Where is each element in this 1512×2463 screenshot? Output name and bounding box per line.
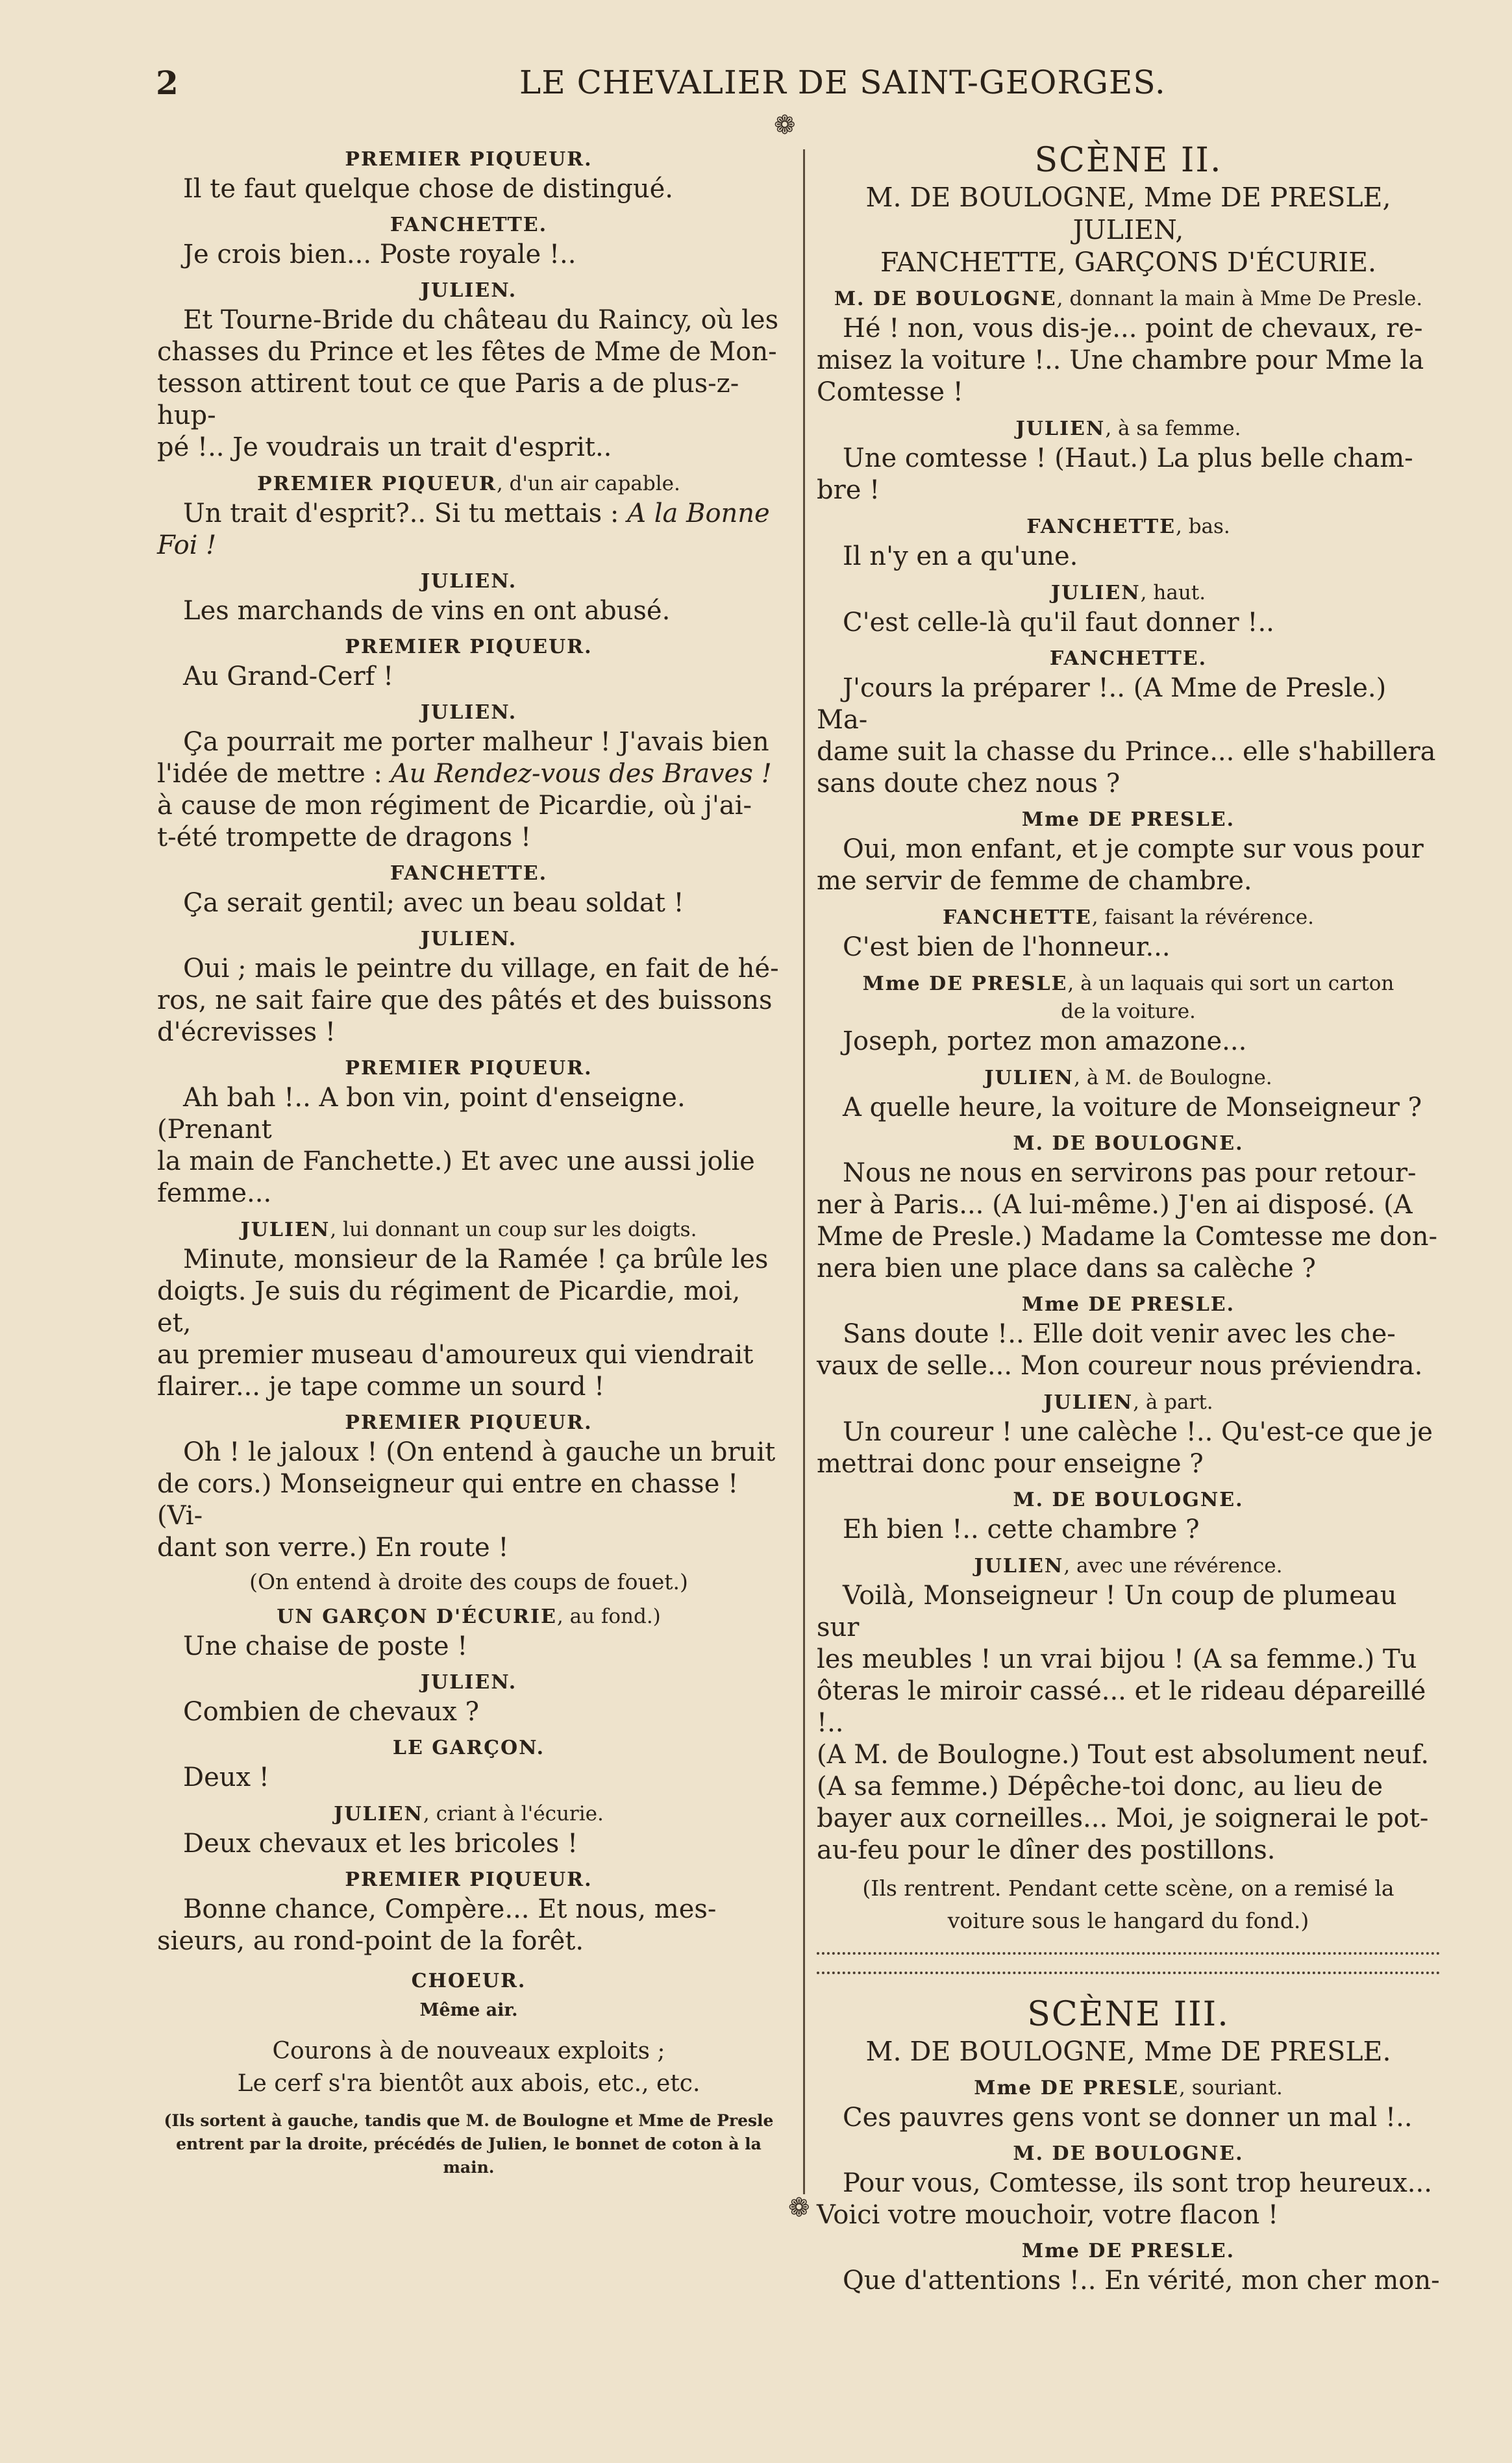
line: Bonne chance, Compère... Et nous, mes- (183, 1894, 717, 1924)
stage-direction: voiture sous le hangard du fond.) (947, 1908, 1309, 1933)
verse-line: Courons à de nouveaux exploits ; (272, 2038, 665, 2064)
line: femme... (157, 1178, 272, 1208)
line (157, 758, 780, 790)
speaker: JULIEN. (420, 1671, 517, 1694)
line: Sans doute !.. Elle doit venir avec les che- (843, 1319, 1396, 1349)
line: Ça pourrait me porter malheur ! J'avais bien (183, 727, 769, 757)
speaker: JULIEN. (420, 570, 517, 593)
speaker: PREMIER PIQUEUR. (345, 636, 593, 658)
speaker: M. DE BOULOGNE. (1013, 2142, 1244, 2165)
line: de cors.) Monseigneur qui entre en chasse ! (Vi- (157, 1469, 739, 1531)
exit-direction: entrent par la droite, précédés de Julien, le bonnet de coton à la main. (176, 2135, 762, 2177)
speaker: JULIEN. (420, 279, 517, 302)
speaker-name: JULIEN (240, 1219, 330, 1241)
speaker (817, 2074, 1440, 2102)
line: Ces pauvres gens vont se donner un mal !.. (843, 2103, 1413, 2133)
line: Une chaise de poste ! (183, 1631, 468, 1661)
speaker-name: JULIEN (1050, 582, 1141, 604)
italic-text: A la Bonne (627, 499, 770, 528)
speaker (817, 904, 1440, 932)
speaker (157, 1800, 780, 1828)
line: Deux ! (183, 1763, 269, 1792)
line: Les marchands de vins en ont abusé. (183, 596, 671, 626)
line: me servir de femme de chambre. (817, 866, 1252, 896)
line: Voici votre mouchoir, votre flacon ! (817, 2200, 1279, 2230)
speaker-name: JULIEN (1043, 1391, 1134, 1414)
line (157, 530, 780, 562)
speaker-name: PREMIER PIQUEUR (257, 473, 497, 495)
speaker-name: JULIEN (334, 1803, 423, 1826)
stage-direction: , d'un air capable. (496, 472, 680, 495)
line (157, 498, 780, 530)
stage-direction: , souriant. (1179, 2076, 1283, 2099)
line: Mme de Presle.) Madame la Comtesse me don- (817, 1222, 1438, 1252)
line: d'écrevisses ! (157, 1017, 336, 1047)
line: Oui, mon enfant, et je compte sur vous pour (843, 834, 1424, 864)
speaker (817, 1552, 1440, 1580)
speaker-name: FANCHETTE (943, 906, 1092, 929)
speaker: CHOEUR. (411, 1970, 527, 1992)
stage-direction: , faisant la révérence. (1091, 906, 1314, 929)
right-column (817, 140, 1440, 2297)
speaker-name: JULIEN (974, 1555, 1064, 1578)
line: Deux chevaux et les bricoles ! (183, 1829, 578, 1859)
stage-direction: , à part. (1133, 1391, 1213, 1414)
speaker: M. DE BOULOGNE. (1013, 1132, 1244, 1155)
running-title: LE CHEVALIER DE SAINT-GEORGES. (519, 64, 1166, 101)
page-number: 2 (156, 64, 179, 102)
line: Une comtesse ! (Haut.) La plus belle cham- (843, 443, 1413, 473)
speaker-name: FANCHETTE (1026, 515, 1176, 538)
italic-text: Au Rendez-vous des Braves ! (390, 759, 772, 789)
line: les meubles ! un vrai bijou ! (A sa femme.) Tu (817, 1644, 1417, 1674)
speaker (817, 1064, 1440, 1092)
stage-direction: , bas. (1175, 515, 1230, 538)
line: Minute, monsieur de la Ramée ! ça brûle les (183, 1244, 769, 1274)
speaker: Mme DE PRESLE. (1021, 808, 1235, 831)
line: C'est celle-là qu'il faut donner !.. (843, 608, 1274, 637)
line: au premier museau d'amoureux qui viendrait (157, 1340, 754, 1370)
line: misez la voiture !.. Une chambre pour Mme la (817, 345, 1424, 375)
line: Hé ! non, vous dis-je... point de chevaux, re- (843, 314, 1423, 343)
speaker-direction (817, 998, 1440, 1026)
line: dame suit la chasse du Prince... elle s'habillera (817, 737, 1436, 767)
speaker-name: UN GARÇON D'ÉCURIE (277, 1605, 557, 1628)
line: Nous ne nous en servirons pas pour retour- (843, 1158, 1417, 1188)
speaker (817, 415, 1440, 443)
italic-text: Foi ! (157, 530, 217, 560)
air-note: Même air. (419, 2000, 518, 2020)
line: Je crois bien... Poste royale !.. (183, 240, 576, 269)
line: Oh ! le jaloux ! (On entend à gauche un bruit (183, 1437, 776, 1467)
line: au-feu pour le dîner des postillons. (817, 1835, 1276, 1865)
line: Ah bah !.. A bon vin, point d'enseigne. (Prenant (157, 1083, 686, 1145)
line: sans doute chez nous ? (817, 769, 1121, 798)
stage-direction: (Ils rentrent. Pendant cette scène, on a remisé la (862, 1875, 1394, 1901)
line: tesson attirent tout ce que Paris a de plus-z-hup- (157, 369, 739, 430)
stage-direction: (On entend à droite des coups de fouet.) (249, 1569, 688, 1594)
speaker: FANCHETTE. (1049, 647, 1208, 670)
line: sieurs, au rond-point de la forêt. (157, 1926, 584, 1956)
speaker (157, 1216, 780, 1244)
speaker: LE GARÇON. (392, 1737, 545, 1759)
line: Il n'y en a qu'une. (843, 541, 1078, 571)
speaker: Mme DE PRESLE. (1021, 2240, 1235, 2262)
stage-direction: , avec une révérence. (1063, 1554, 1283, 1578)
left-column (157, 140, 780, 2179)
line: Au Grand-Cerf ! (183, 662, 394, 691)
stage-direction: , à un laquais qui sort un carton (1067, 972, 1394, 995)
line: Joseph, portez mon amazone... (843, 1026, 1247, 1056)
speaker-name: Mme DE PRESLE (862, 972, 1068, 995)
stage-direction: , haut. (1140, 581, 1206, 604)
line: chasses du Prince et les fêtes de Mme de Mon- (157, 337, 777, 367)
column-divider (803, 149, 805, 2194)
stage-direction: , au fond.) (556, 1605, 661, 1628)
line: ros, ne sait faire que des pâtés et des buissons (157, 985, 773, 1015)
exit-direction: (Ils sortent à gauche, tandis que M. de Boulogne et Mme de Presle (164, 2111, 774, 2130)
scene-cast: FANCHETTE, GARÇONS D'ÉCURIE. (880, 247, 1377, 278)
line: Oui ; mais le peintre du village, en fait de hé- (183, 954, 779, 984)
stage-direction: , donnant la main à Mme De Presle. (1056, 287, 1423, 310)
line: t-été trompette de dragons ! (157, 823, 532, 852)
line: bre ! (817, 475, 880, 505)
line: doigts. Je suis du régiment de Picardie, moi, et, (157, 1276, 741, 1338)
line: A quelle heure, la voiture de Monseigneur ? (843, 1093, 1422, 1122)
line: ôteras le miroir cassé... et le rideau dépareillé !.. (817, 1676, 1426, 1738)
line: à cause de mon régiment de Picardie, où j'ai- (157, 791, 752, 821)
line: (A sa femme.) Dépêche-toi donc, au lieu de (817, 1772, 1383, 1801)
line: (A M. de Boulogne.) Tout est absolument neuf. (817, 1740, 1430, 1770)
line: dant son verre.) En route ! (157, 1533, 509, 1563)
speaker: JULIEN. (420, 928, 517, 950)
line: ner à Paris... (A lui-même.) J'en ai disposé. (A (817, 1190, 1413, 1220)
stage-direction: , à sa femme. (1105, 417, 1241, 440)
bottom-ornament-icon: ❁ (788, 2193, 810, 2223)
line: Il te faut quelque chose de distingué. (183, 174, 674, 204)
line: Pour vous, Comtesse, ils sont trop heureux... (843, 2168, 1432, 2198)
speaker: FANCHETTE. (390, 862, 548, 885)
speaker: PREMIER PIQUEUR. (345, 1057, 593, 1080)
stage-direction: , à M. de Boulogne. (1074, 1066, 1272, 1089)
speaker-name: JULIEN (1015, 417, 1106, 440)
line: C'est bien de l'honneur... (843, 932, 1171, 962)
line: pé !.. Je voudrais un trait d'esprit.. (157, 432, 612, 462)
line: flairer... je tape comme un sourd ! (157, 1372, 605, 1402)
stage-direction: , criant à l'écurie. (423, 1802, 604, 1826)
speaker: M. DE BOULOGNE. (1013, 1489, 1244, 1511)
speaker: Mme DE PRESLE. (1021, 1293, 1235, 1316)
top-ornament-icon: ❁ (774, 110, 796, 140)
speaker (817, 513, 1440, 541)
line: Ça serait gentil; avec un beau soldat ! (183, 888, 684, 918)
line-text: l'idée de mettre : (157, 759, 382, 789)
line: Voilà, Monseigneur ! Un coup de plumeau sur (817, 1581, 1397, 1642)
speaker: FANCHETTE. (390, 214, 548, 236)
line: Et Tourne-Bride du château du Raincy, où les (183, 305, 779, 335)
speaker: JULIEN. (420, 701, 517, 724)
line: bayer aux corneilles... Moi, je soignerai le pot- (817, 1803, 1429, 1833)
speaker (157, 1603, 780, 1631)
line: Un coureur ! une calèche !.. Qu'est-ce que je (843, 1417, 1433, 1447)
line: J'cours la préparer !.. (A Mme de Presle.) Ma- (817, 673, 1387, 735)
line: Comtesse ! (817, 377, 963, 407)
speaker (157, 470, 780, 498)
line: mettrai donc pour enseigne ? (817, 1449, 1204, 1479)
scene-cast: M. DE BOULOGNE, Mme DE PRESLE. (865, 2036, 1391, 2067)
speaker: PREMIER PIQUEUR. (345, 148, 593, 171)
speaker (817, 285, 1440, 313)
speaker (817, 970, 1440, 998)
speaker-name: M. DE BOULOGNE (834, 288, 1057, 310)
stage-direction: , lui donnant un coup sur les doigts. (330, 1218, 697, 1241)
line-text: Un trait d'esprit?.. Si tu mettais : (183, 499, 619, 528)
speaker (817, 1389, 1440, 1417)
speaker-name: JULIEN (984, 1067, 1074, 1089)
speaker: PREMIER PIQUEUR. (345, 1868, 593, 1891)
scene-title: SCÈNE III. (1027, 1995, 1230, 2034)
scene-divider (817, 1952, 1440, 1974)
speaker (817, 579, 1440, 607)
line: Eh bien !.. cette chambre ? (843, 1515, 1200, 1544)
scene-title: SCÈNE II. (1034, 141, 1222, 180)
line: nera bien une place dans sa calèche ? (817, 1254, 1316, 1283)
line: vaux de selle... Mon coureur nous préviendra. (817, 1351, 1423, 1381)
line: Combien de chevaux ? (183, 1697, 479, 1727)
scene-cast: M. DE BOULOGNE, Mme DE PRESLE, JULIEN, (865, 182, 1391, 245)
speaker-name: Mme DE PRESLE (974, 2077, 1180, 2099)
stage-direction: de la voiture. (1061, 1000, 1196, 1023)
speaker: PREMIER PIQUEUR. (345, 1411, 593, 1434)
page-header (156, 64, 1376, 109)
verse-line: Le cerf s'ra bientôt aux abois, etc., etc. (237, 2070, 700, 2097)
line: la main de Fanchette.) Et avec une aussi jolie (157, 1146, 755, 1176)
line: Que d'attentions !.. En vérité, mon cher mon- (843, 2266, 1440, 2296)
